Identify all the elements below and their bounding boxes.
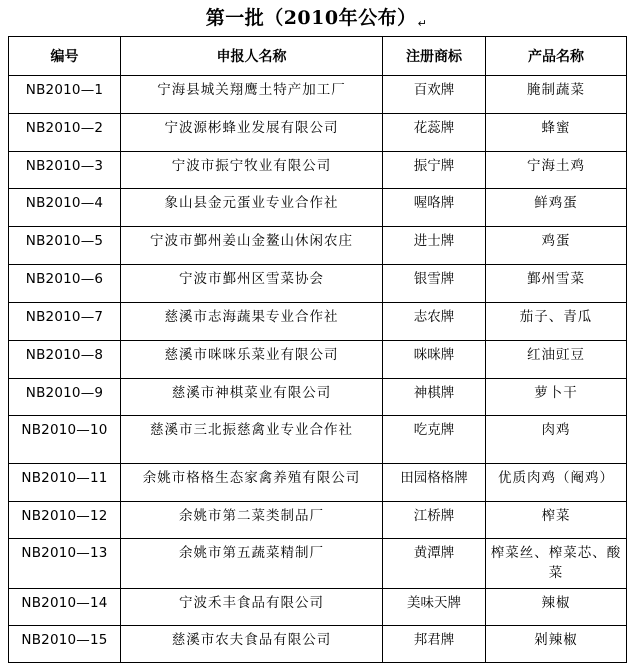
column-header-code: 编号 xyxy=(9,37,121,76)
cell-trademark: 江桥牌 xyxy=(383,502,486,539)
cell-trademark: 百欢牌 xyxy=(383,76,486,114)
cell-product: 鲜鸡蛋 xyxy=(486,189,627,227)
cell-product: 红油豇豆 xyxy=(486,341,627,379)
cell-code: NB2010—12 xyxy=(9,502,121,539)
table-row xyxy=(9,227,627,265)
table-row xyxy=(9,189,627,227)
cell-applicant: 余姚市格格生态家禽养殖有限公司 xyxy=(121,464,383,502)
cell-applicant: 宁波禾丰食品有限公司 xyxy=(121,589,383,626)
cell-applicant: 慈溪市神棋菜业有限公司 xyxy=(121,379,383,416)
table-row xyxy=(9,626,627,663)
cell-product: 宁海土鸡 xyxy=(486,152,627,189)
cell-trademark: 花蕊牌 xyxy=(383,114,486,152)
cell-applicant: 宁波市鄞州姜山金鳌山休闲农庄 xyxy=(121,227,383,265)
cell-trademark: 黄潭牌 xyxy=(383,539,486,589)
cell-applicant: 慈溪市农夫食品有限公司 xyxy=(121,626,383,663)
cell-product: 辣椒 xyxy=(486,589,627,626)
cell-trademark: 美味天牌 xyxy=(383,589,486,626)
cell-applicant: 象山县金元蛋业专业合作社 xyxy=(121,189,383,227)
cell-trademark: 神棋牌 xyxy=(383,379,486,416)
cell-trademark: 振宁牌 xyxy=(383,152,486,189)
cell-applicant: 余姚市第二菜类制品厂 xyxy=(121,502,383,539)
cell-product: 腌制蔬菜 xyxy=(486,76,627,114)
column-header-trademark: 注册商标 xyxy=(383,37,486,76)
cell-product: 鄞州雪菜 xyxy=(486,265,627,303)
cell-applicant: 宁波市鄞州区雪菜协会 xyxy=(121,265,383,303)
cell-code: NB2010—2 xyxy=(9,114,121,152)
cell-applicant: 慈溪市志海蔬果专业合作社 xyxy=(121,303,383,341)
cell-trademark: 志农牌 xyxy=(383,303,486,341)
cell-product: 榨菜 xyxy=(486,502,627,539)
cell-code: NB2010—7 xyxy=(9,303,121,341)
cell-product: 榨菜丝、榨菜芯、酸菜 xyxy=(486,539,627,589)
cell-code: NB2010—6 xyxy=(9,265,121,303)
cell-code: NB2010—11 xyxy=(9,464,121,502)
table-row xyxy=(9,379,627,416)
table-row xyxy=(9,539,627,589)
cell-code: NB2010—8 xyxy=(9,341,121,379)
table-row xyxy=(9,464,627,502)
table-row xyxy=(9,589,627,626)
cell-code: NB2010—4 xyxy=(9,189,121,227)
cell-trademark: 进士牌 xyxy=(383,227,486,265)
table-row xyxy=(9,265,627,303)
cell-code: NB2010—1 xyxy=(9,76,121,114)
cell-trademark: 银雪牌 xyxy=(383,265,486,303)
column-header-product: 产品名称 xyxy=(486,37,627,76)
table-body xyxy=(9,76,627,663)
cell-code: NB2010—14 xyxy=(9,589,121,626)
cell-product: 优质肉鸡（阉鸡） xyxy=(486,464,627,502)
cell-code: NB2010—5 xyxy=(9,227,121,265)
cell-applicant: 慈溪市咪咪乐菜业有限公司 xyxy=(121,341,383,379)
cell-applicant: 慈溪市三北振慈禽业专业合作社 xyxy=(121,416,383,464)
cell-product: 剁辣椒 xyxy=(486,626,627,663)
table-row xyxy=(9,341,627,379)
cell-trademark: 吃克牌 xyxy=(383,416,486,464)
table-row xyxy=(9,303,627,341)
cell-code: NB2010—10 xyxy=(9,416,121,464)
table-header-row xyxy=(9,37,627,76)
cell-code: NB2010—9 xyxy=(9,379,121,416)
cell-product: 鸡蛋 xyxy=(486,227,627,265)
cell-applicant: 宁波市振宁牧业有限公司 xyxy=(121,152,383,189)
paragraph-mark-icon: ↵ xyxy=(417,17,428,30)
cell-product: 萝卜干 xyxy=(486,379,627,416)
cell-trademark: 邦君牌 xyxy=(383,626,486,663)
cell-applicant: 宁波源彬蜂业发展有限公司 xyxy=(121,114,383,152)
registration-table xyxy=(8,36,627,663)
document-title xyxy=(0,0,633,36)
cell-code: NB2010—13 xyxy=(9,539,121,589)
cell-code: NB2010—15 xyxy=(9,626,121,663)
cell-product: 蜂蜜 xyxy=(486,114,627,152)
document-title-text: 第一批（2010年公布） xyxy=(205,7,417,29)
table-row xyxy=(9,502,627,539)
table-row xyxy=(9,416,627,464)
cell-trademark: 田园格格牌 xyxy=(383,464,486,502)
cell-product: 肉鸡 xyxy=(486,416,627,464)
cell-applicant: 余姚市第五蔬菜精制厂 xyxy=(121,539,383,589)
cell-trademark: 咪咪牌 xyxy=(383,341,486,379)
table-row xyxy=(9,114,627,152)
table-row xyxy=(9,152,627,189)
cell-trademark: 喔咯牌 xyxy=(383,189,486,227)
cell-applicant: 宁海县城关翔鹰土特产加工厂 xyxy=(121,76,383,114)
cell-code: NB2010—3 xyxy=(9,152,121,189)
cell-product: 茄子、青瓜 xyxy=(486,303,627,341)
column-header-applicant: 申报人名称 xyxy=(121,37,383,76)
table-row xyxy=(9,76,627,114)
